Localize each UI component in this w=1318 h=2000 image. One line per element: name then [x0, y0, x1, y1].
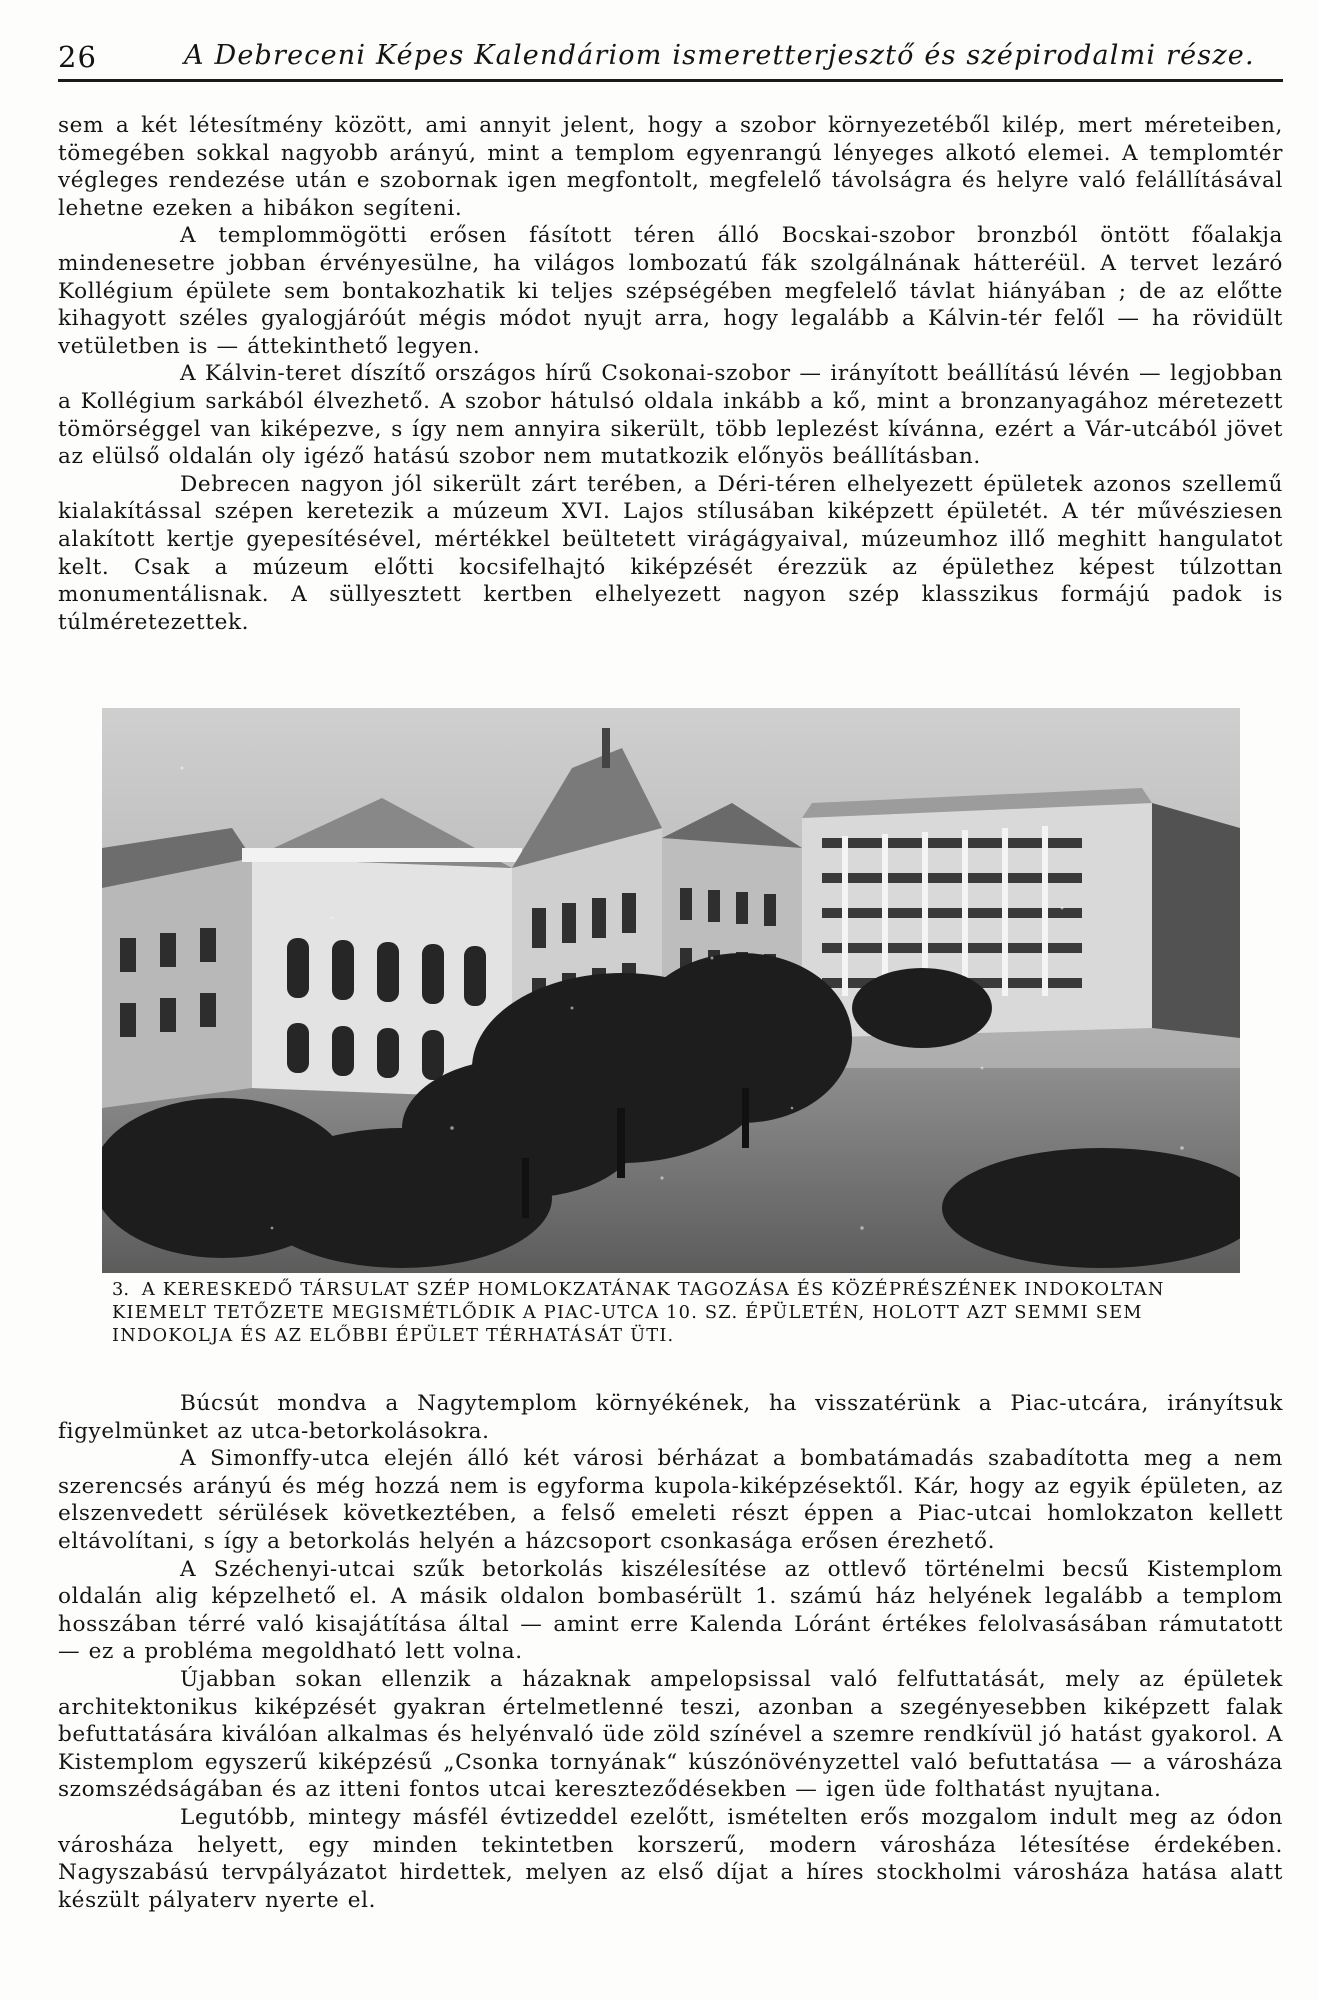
- header-title: A Debreceni Képes Kalendáriom ismeretterjesztő és szépirodalmi része.: [184, 40, 1255, 71]
- street-photograph: [102, 708, 1240, 1273]
- text-block-bottom: [58, 1390, 1283, 1914]
- paragraph: A Széchenyi-utcai szűk betorkolás kiszélesítése az ottlevő történelmi becsű Kistemplom oldalán alig képzelhető el. A másik oldalon bombasérült 1. számú ház helyének legalább a templom hosszában térré való kisajátítása által — amint erre Kalenda Lóránt értékes felolvasásában rámutatott — ez a probléma megoldható lett volna.: [58, 1556, 1283, 1665]
- header-rule: [58, 79, 1283, 82]
- caption-text: A KERESKEDŐ TÁRSULAT SZÉP HOMLOKZATÁNAK TAGOZÁSA ÉS KÖZÉPRÉSZÉNEK INDOKOLTAN KIEMELT TETŐZETE MEGISMÉTLŐDIK A PIAC-UTCA 10. SZ. ÉPÜLETÉN, HOLOTT AZT SEMMI SEM INDOKOLJA ÉS AZ ELŐBBI ÉPÜLET TÉRHATÁSÁT ÜTI.: [112, 1279, 1165, 1347]
- paragraph: A Kálvin-teret díszítő országos hírű Csokonai-szobor — irányított beállítású lévén — legjobban a Kollégium sarkából élvezhető. A szobor hátulsó oldala inkább a kő, mint a bronzanyagához méretezett tömörséggel van kiképezve, s így nem annyira sikerült, több leplezést kívánna, ezért a Vár-utcából jövet az elülső oldalán oly igéző hatású szobor nem mutatkozik előnyös beállításban.: [58, 361, 1283, 470]
- running-head: [58, 34, 1278, 80]
- paragraph: A templommögötti erősen fásított téren álló Bocskai-szobor bronzból öntött főalakja mindenesetre jobban érvényesülne, ha világos lombozatú fák szolgálnának hátteréül. A tervet lezáró Kollégium épülete sem bontakozhatik ki teljes szépségében megfelelő távlat hiányában ; de az előtte kihagyott széles gyalogjáróút mégis módot nyujt arra, hogy legalább a Kálvin-tér felől — ha rövidült vetületben is — áttekinthető legyen.: [58, 223, 1283, 359]
- text-block-top: [58, 112, 1283, 636]
- figure-caption: [112, 1278, 1222, 1348]
- caption-number: 3.: [112, 1279, 129, 1300]
- paragraph: sem a két létesítmény között, ami annyit jelent, hogy a szobor környezetéből kilép, mert méreteiben, tömegében sokkal nagyobb arányú, mint a templom egyenrangú lényeges alkotó elemei. A templomtér végleges rendezése után e szobornak igen megfontolt, megfelelő távolságra és helyre való felállításával lehetne ezeken a hibákon segíteni.: [58, 113, 1283, 221]
- paragraph: Búcsút mondva a Nagytemplom környékének, ha visszatérünk a Piac-utcára, irányítsuk figyelmünket az utca-betorkolásokra.: [58, 1391, 1283, 1444]
- paragraph: A Simonffy-utca elején álló két városi bérházat a bombatámadás szabadította meg a nem szerencsés arányú és még hozzá nem is egyforma kupola-kiképzésektől. Kár, hogy az egyik épületen, az elszenvedett sérülések következtében, a felső emeleti részt éppen a Piac-utcai homlokzaton kellett eltávolítani, s így a betorkolás helyén a házcsoport csonkasága erősen érezhető.: [58, 1446, 1283, 1554]
- paragraph: Újabban sokan ellenzik a házaknak ampelopsissal való felfuttatását, mely az épületek architektonikus kiképzését gyakran értelmetlenné teszi, azonban a szegényesebben kiképzett falak befuttatására kiválóan alkalmas és helyénvaló üde zöld színével a szemre rendkívül jó hatást gyakorol. A Kistemplom egyszerű kiképzésű „Csonka tornyának“ kúszónövényzettel való befuttatása — a városháza szomszédságában és az itteni fontos utcai kereszteződésekben — igen üde folthatást nyujtana.: [58, 1666, 1283, 1803]
- page-number: 26: [58, 40, 97, 74]
- photograph-icon: [102, 708, 1240, 1273]
- left-buildings: [102, 798, 522, 1108]
- paragraph: Debrecen nagyon jól sikerült zárt terében, a Déri-téren elhelyezett épületek azonos szellemű kialakítással szépen keretezik a múzeum XVI. Lajos stílusában kiképzett épületét. A tér művésziesen alakított kertje gyepesítésével, mértékkel beültetett virágágyaival, múzeumhoz illő meghitt hangulatot kelt. Csak a múzeum előtti kocsifelhajtó kiképzését érezzük az épülethez képest túlzottan monumentálisnak. A süllyesztett kertben elhelyezett nagyon szép klasszikus formájú padok is túlméretezettek.: [58, 471, 1283, 635]
- paragraph: Legutóbb, mintegy másfél évtizeddel ezelőtt, ismételten erős mozgalom indult meg az ódon városháza helyett, egy minden tekintetben korszerű, modern városháza létesítése érdekében. Nagyszabású tervpályázatot hirdettek, melyen az első díjat a híres stockholmi városháza hatása alatt készült pályaterv nyerte el.: [58, 1804, 1283, 1913]
